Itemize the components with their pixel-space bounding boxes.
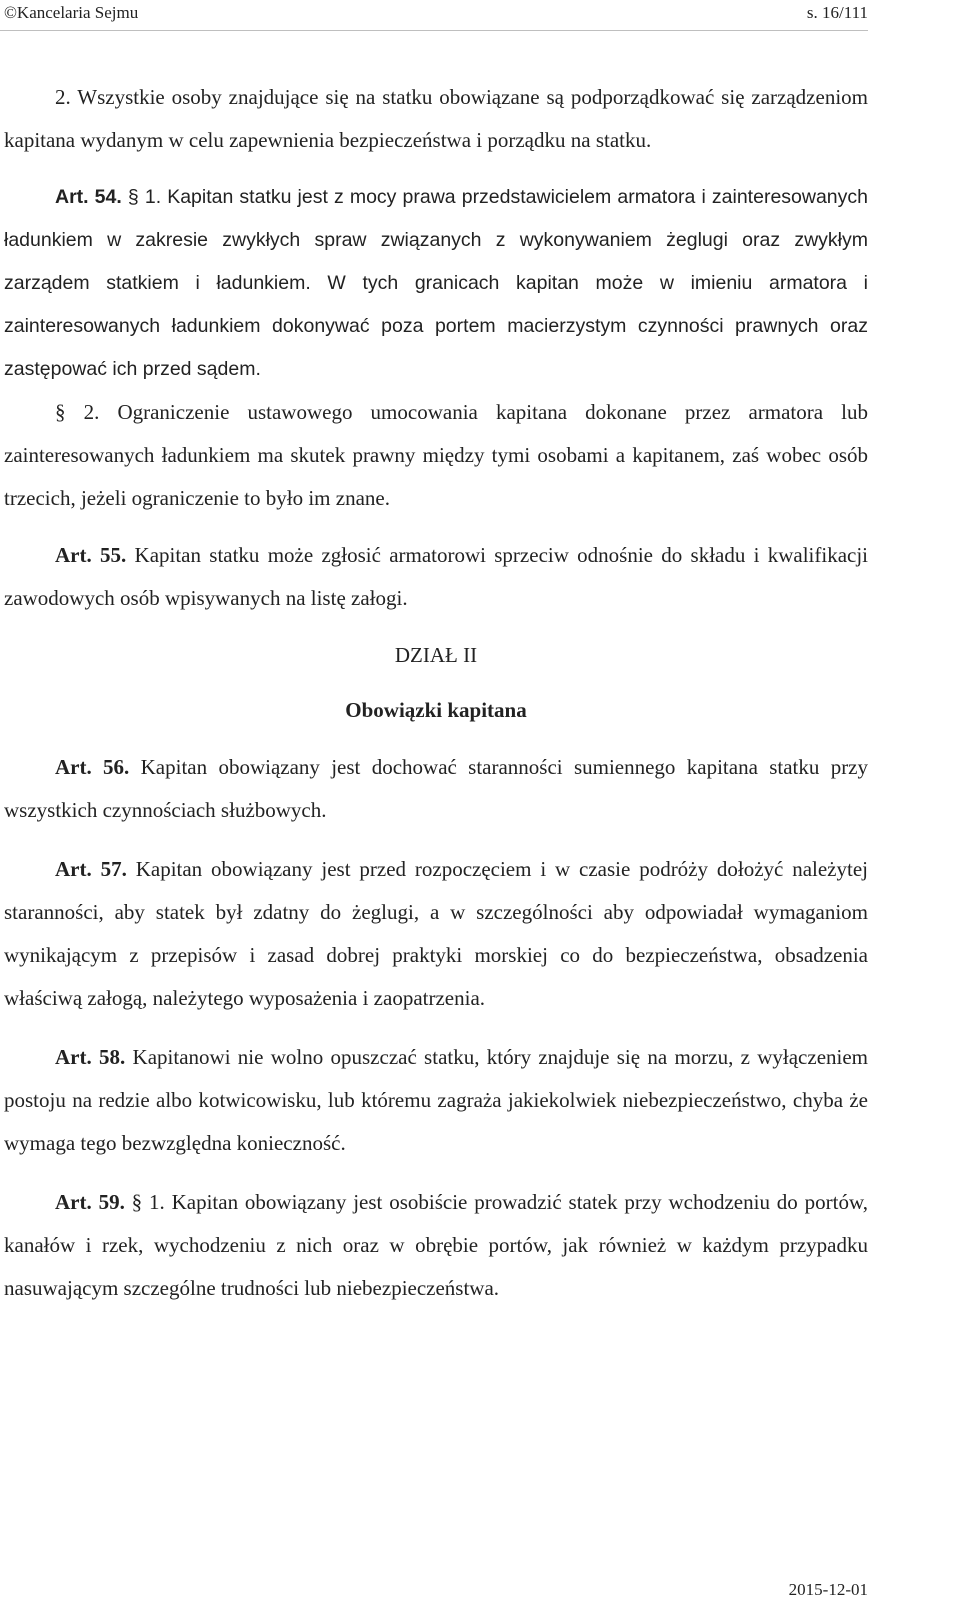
article-label-58: Art. 58. [55, 1045, 126, 1069]
paragraph-number: 1. [144, 186, 162, 208]
paragraph-art54-par1 [4, 176, 868, 391]
paragraph-text: Kapitanowi nie wolno opuszczać statku, który znajduje się na morzu, z wyłączeniem postoju na redzie albo kotwicowisku, lub któremu zagraża jakiekolwiek niebezpieczeństwo, chyba że wymaga tego bezwzględna konieczność. [4, 1045, 869, 1155]
article-label-59: Art. 59. [55, 1190, 125, 1214]
paragraph-text: Kapitan statku może zgłosić armatorowi sprzeciw odnośnie do składu i kwalifikacji zawodowych osób wpisywanych na listę załogi. [4, 543, 869, 610]
page-header [0, 0, 868, 31]
paragraph-art57 [4, 848, 868, 1020]
paragraph-number: 1. [149, 1190, 165, 1214]
paragraph-text: Kapitan obowiązany jest przed rozpoczęciem i w czasie podróży dołożyć należytej staranności, aby statek był zdatny do żeglugi, a w szczególności aby odpowiadał wymaganiom wynikającym z przepisów i zasad dobrej praktyki morskiej co do bezpieczeństwa, obsadzenia właściwą załogą, należytego wyposażenia i zaopatrzenia. [4, 857, 868, 1010]
section-title: Obowiązki kapitana [345, 698, 527, 722]
paragraph-art58 [4, 1036, 868, 1165]
paragraph-text: Kapitan statku jest z mocy prawa przedstawicielem armatora i zainteresowanych ładunkiem w zakresie zwykłych spraw związanych z wykonywaniem żeglugi oraz zwykłym zarządem statkiem i ładunkiem. W tych granicach kapitan może w imieniu armatora i zainteresowanych ładunkiem dokonywać poza portem macierzystym czynności prawnych oraz zastępować ich przed sądem. [4, 186, 868, 380]
article-label-54: Art. 54. [55, 186, 122, 208]
section-sign: § [131, 1190, 143, 1214]
header-copyright: ©Kancelaria Sejmu [4, 3, 139, 22]
paragraph-art56 [4, 746, 868, 832]
section-sign: § [55, 400, 66, 424]
article-label-56: Art. 56. [55, 755, 130, 779]
paragraph-text: Kapitan obowiązany jest dochować staranności sumiennego kapitana statku przy wszystkich czynnościach służbowych. [4, 755, 869, 822]
document-body [4, 76, 868, 1310]
paragraph-text: 2. Ograniczenie ustawowego umocowania kapitana dokonane przez armatora lub zainteresowanych ładunkiem ma skutek prawny między tymi osobami a kapitanem, zaś wobec osób trzecich, jeżeli ograniczenie to było im znane. [4, 400, 869, 510]
paragraph-art53-par2: 2. Wszystkie osoby znajdujące się na statku obowiązane są podporządkować się zarządzeniom kapitana wydanym w celu zapewnienia bezpieczeństwa i porządku na statku. [4, 85, 868, 152]
article-label-57: Art. 57. [55, 857, 127, 881]
paragraph-art55 [4, 534, 868, 620]
footer-date: 2015-12-01 [788, 1580, 868, 1599]
section-sign: § [127, 186, 139, 208]
header-page-number: s. 16/111 [806, 3, 868, 22]
section-heading: DZIAŁ II [394, 643, 478, 667]
paragraph-art54-par2 [4, 391, 868, 520]
paragraph-art59-par1 [4, 1181, 868, 1310]
paragraph-text: Kapitan obowiązany jest osobiście prowadzić statek przy wchodzeniu do portów, kanałów i rzek, wychodzeniu z nich oraz w obrębie portów, jak również w każdym przypadku nasuwającym szczególne trudności lub niebezpieczeństwa. [4, 1190, 869, 1300]
article-label-55: Art. 55. [55, 543, 127, 567]
